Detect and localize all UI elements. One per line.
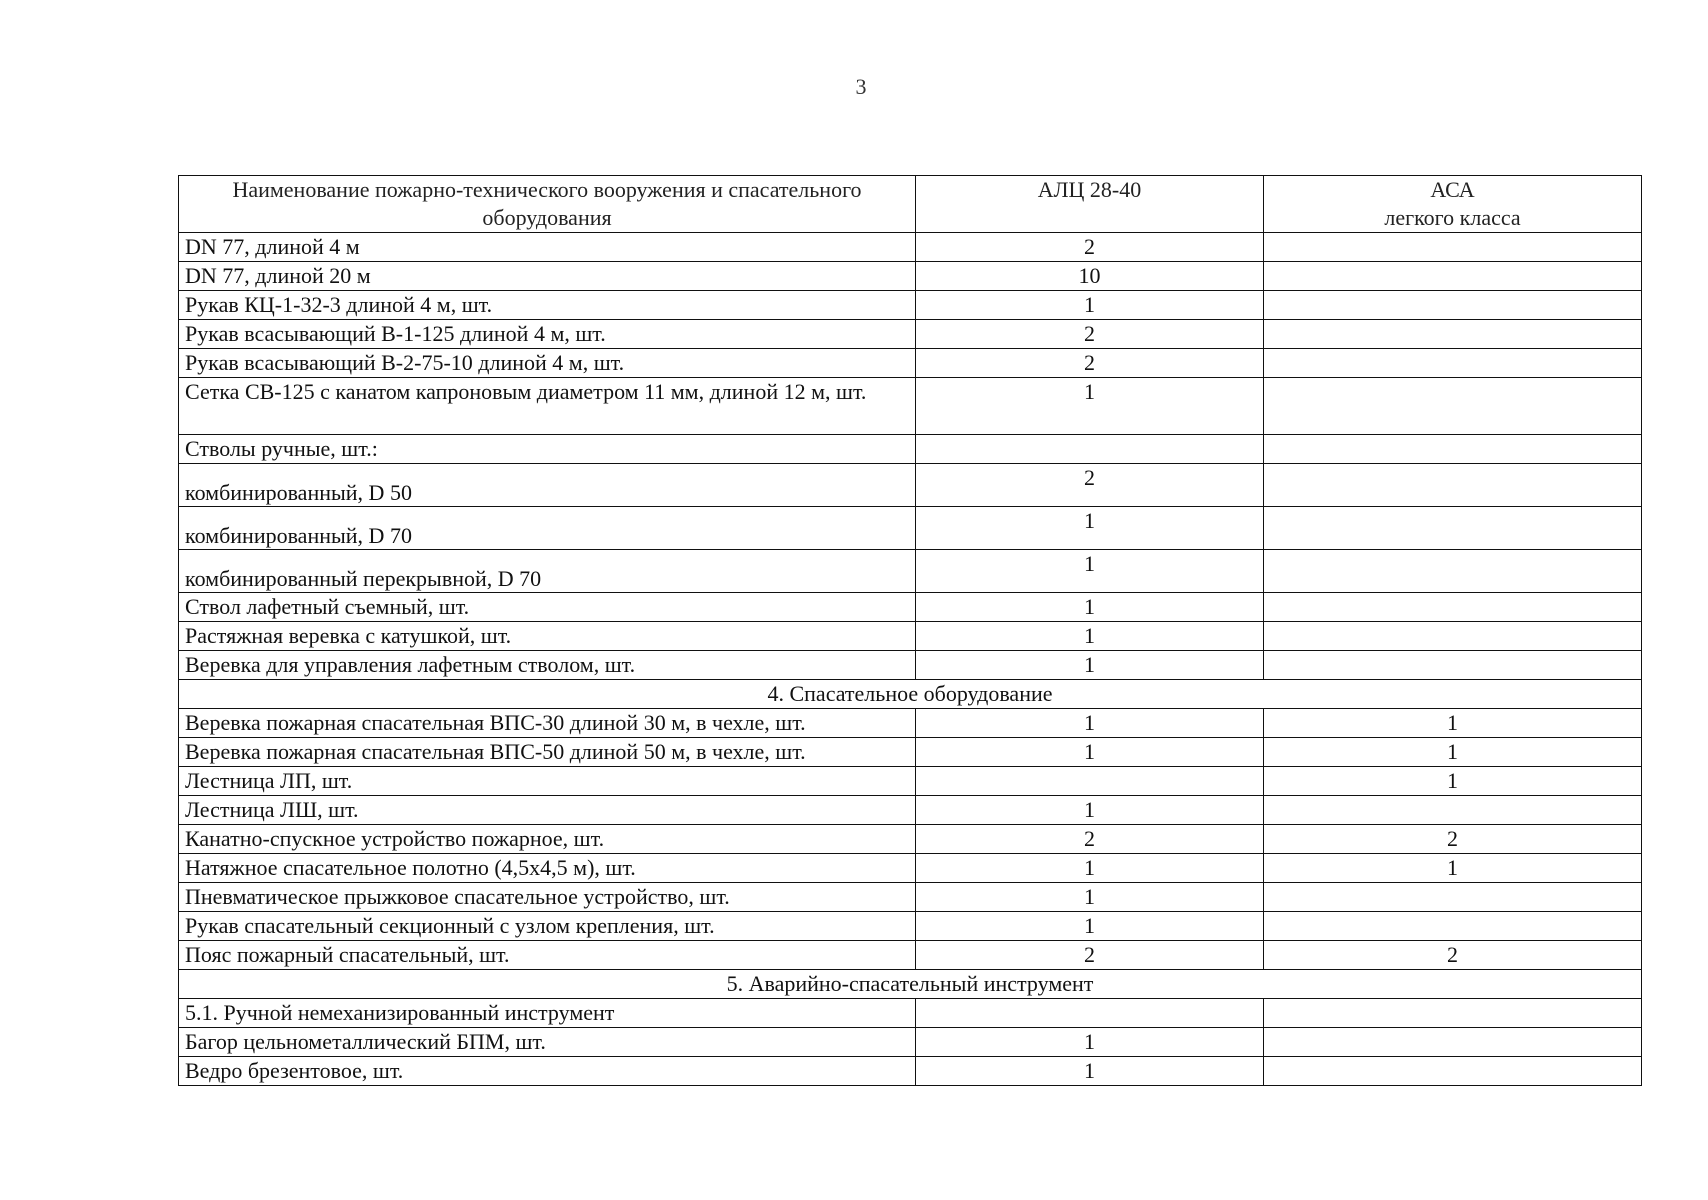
item-qty-alc: 2 <box>916 349 1264 378</box>
item-qty-asa <box>1264 507 1642 550</box>
table-row <box>179 1057 1642 1086</box>
item-name: комбинированный, D 50 <box>179 464 916 507</box>
item-qty-asa <box>1264 622 1642 651</box>
item-qty-alc: 1 <box>916 1057 1264 1086</box>
item-qty-alc: 2 <box>916 233 1264 262</box>
item-qty-alc: 1 <box>916 1028 1264 1057</box>
item-name: Стволы ручные, шт.: <box>179 435 916 464</box>
table-row <box>179 507 1642 550</box>
item-qty-asa: 1 <box>1264 738 1642 767</box>
header-asa <box>1264 176 1642 233</box>
item-qty-alc: 10 <box>916 262 1264 291</box>
item-name: Канатно-спускное устройство пожарное, шт. <box>179 825 916 854</box>
item-qty-alc: 2 <box>916 320 1264 349</box>
item-qty-asa <box>1264 262 1642 291</box>
table-row <box>179 1028 1642 1057</box>
item-qty-asa <box>1264 796 1642 825</box>
table-row <box>179 825 1642 854</box>
table-row <box>179 233 1642 262</box>
item-qty-alc: 1 <box>916 378 1264 435</box>
item-qty-asa <box>1264 912 1642 941</box>
table-row <box>179 796 1642 825</box>
section-title: 5. Аварийно-спасательный инструмент <box>179 970 1642 999</box>
item-name: Веревка для управления лафетным стволом, шт. <box>179 651 916 680</box>
item-qty-asa <box>1264 651 1642 680</box>
item-qty-alc: 2 <box>916 464 1264 507</box>
item-qty-alc: 1 <box>916 796 1264 825</box>
item-name: Рукав спасательный секционный с узлом крепления, шт. <box>179 912 916 941</box>
item-name: Веревка пожарная спасательная ВПС-30 длиной 30 м, в чехле, шт. <box>179 709 916 738</box>
table-row <box>179 622 1642 651</box>
item-name: Лестница ЛП, шт. <box>179 767 916 796</box>
item-name: DN 77, длиной 4 м <box>179 233 916 262</box>
item-qty-alc <box>916 767 1264 796</box>
item-qty-alc: 1 <box>916 550 1264 593</box>
table-header-row <box>179 176 1642 233</box>
section-title: 4. Спасательное оборудование <box>179 680 1642 709</box>
item-name: DN 77, длиной 20 м <box>179 262 916 291</box>
section-header-row <box>179 680 1642 709</box>
table-row <box>179 262 1642 291</box>
item-qty-alc: 1 <box>916 854 1264 883</box>
item-qty-asa <box>1264 999 1642 1028</box>
item-name: Рукав КЦ-1-32-3 длиной 4 м, шт. <box>179 291 916 320</box>
item-qty-asa <box>1264 435 1642 464</box>
item-name: 5.1. Ручной немеханизированный инструмент <box>179 999 916 1028</box>
item-qty-asa <box>1264 233 1642 262</box>
item-qty-asa: 1 <box>1264 767 1642 796</box>
item-qty-alc: 1 <box>916 651 1264 680</box>
item-name: Рукав всасывающий В-1-125 длиной 4 м, шт. <box>179 320 916 349</box>
table-row <box>179 883 1642 912</box>
item-name: Ствол лафетный съемный, шт. <box>179 593 916 622</box>
item-name: комбинированный, D 70 <box>179 507 916 550</box>
item-qty-asa: 2 <box>1264 825 1642 854</box>
table-row <box>179 435 1642 464</box>
item-name: Пояс пожарный спасательный, шт. <box>179 941 916 970</box>
table-row <box>179 999 1642 1028</box>
table-row <box>179 912 1642 941</box>
header-asa-line2: легкого класса <box>1384 205 1521 230</box>
item-qty-alc <box>916 435 1264 464</box>
table-row <box>179 593 1642 622</box>
item-qty-asa <box>1264 593 1642 622</box>
item-name: комбинированный перекрывной, D 70 <box>179 550 916 593</box>
item-qty-asa <box>1264 1028 1642 1057</box>
item-name: Веревка пожарная спасательная ВПС-50 длиной 50 м, в чехле, шт. <box>179 738 916 767</box>
header-equipment-name: Наименование пожарно-технического вооружения и спасательного оборудования <box>179 176 916 233</box>
item-qty-asa <box>1264 1057 1642 1086</box>
item-qty-alc: 1 <box>916 883 1264 912</box>
page-number: 3 <box>855 74 867 99</box>
item-name: Растяжная веревка с катушкой, шт. <box>179 622 916 651</box>
item-qty-asa <box>1264 550 1642 593</box>
item-qty-asa <box>1264 291 1642 320</box>
table-row <box>179 464 1642 507</box>
table-row <box>179 378 1642 435</box>
item-qty-asa <box>1264 378 1642 435</box>
item-qty-alc: 1 <box>916 912 1264 941</box>
header-alc: АЛЦ 28-40 <box>916 176 1264 233</box>
table-row <box>179 550 1642 593</box>
table-row <box>179 941 1642 970</box>
section-header-row <box>179 970 1642 999</box>
table-row <box>179 651 1642 680</box>
item-name: Багор цельнометаллический БПМ, шт. <box>179 1028 916 1057</box>
item-qty-alc: 2 <box>916 941 1264 970</box>
item-name: Натяжное спасательное полотно (4,5х4,5 м), шт. <box>179 854 916 883</box>
table-row <box>179 320 1642 349</box>
header-asa-line1: АСА <box>1430 177 1475 202</box>
table-row <box>179 291 1642 320</box>
item-qty-alc: 1 <box>916 291 1264 320</box>
item-name: Лестница ЛШ, шт. <box>179 796 916 825</box>
item-qty-alc: 1 <box>916 738 1264 767</box>
item-qty-alc <box>916 999 1264 1028</box>
table-row <box>179 767 1642 796</box>
equipment-table <box>178 175 1642 1086</box>
item-qty-asa <box>1264 320 1642 349</box>
table-row <box>179 349 1642 378</box>
item-qty-asa: 2 <box>1264 941 1642 970</box>
item-qty-alc: 1 <box>916 593 1264 622</box>
item-qty-alc: 2 <box>916 825 1264 854</box>
item-qty-asa <box>1264 883 1642 912</box>
table-row <box>179 709 1642 738</box>
item-name: Пневматическое прыжковое спасательное устройство, шт. <box>179 883 916 912</box>
item-qty-alc: 1 <box>916 507 1264 550</box>
item-qty-asa: 1 <box>1264 709 1642 738</box>
item-name: Сетка СВ-125 с канатом капроновым диаметром 11 мм, длиной 12 м, шт. <box>179 378 916 435</box>
item-name: Рукав всасывающий В-2-75-10 длиной 4 м, шт. <box>179 349 916 378</box>
item-qty-asa: 1 <box>1264 854 1642 883</box>
item-qty-asa <box>1264 464 1642 507</box>
item-qty-alc: 1 <box>916 622 1264 651</box>
item-qty-alc: 1 <box>916 709 1264 738</box>
table-row <box>179 738 1642 767</box>
table-row <box>179 854 1642 883</box>
item-name: Ведро брезентовое, шт. <box>179 1057 916 1086</box>
item-qty-asa <box>1264 349 1642 378</box>
